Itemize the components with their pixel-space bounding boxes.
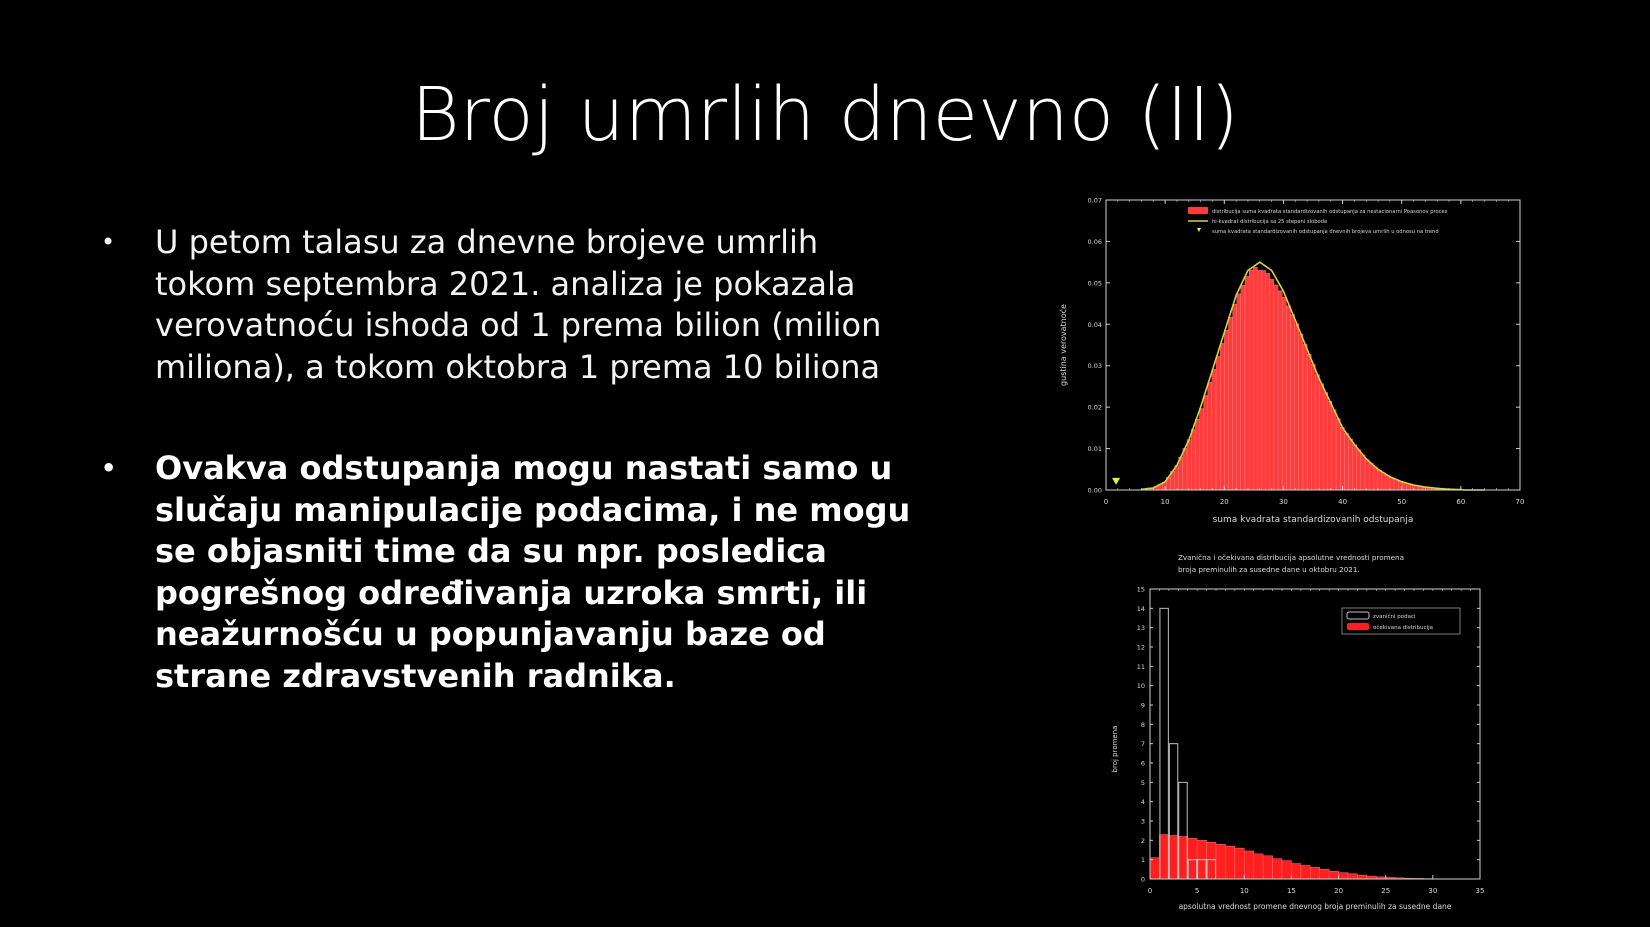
svg-text:hi-kvadrat distribucija sa 25: hi-kvadrat distribucija sa 25 stepeni slobode [1212,219,1327,225]
y-tick-label: 0.07 [1088,197,1102,205]
y-tick-label: 5 [1141,779,1145,787]
svg-text:očekivana distribucija: očekivana distribucija [1373,624,1433,631]
y-tick-label: 13 [1137,624,1145,632]
x-tick-label: 60 [1456,498,1465,506]
y-tick-label: 8 [1141,721,1145,729]
y-tick-label: 2 [1141,837,1145,845]
y-axis-label: gustina verovatnoće [1058,304,1068,386]
y-tick-label: 4 [1141,798,1145,806]
x-tick-label: 20 [1220,498,1229,506]
x-tick-label: 40 [1338,498,1347,506]
density-chart-canvas [1040,185,1540,530]
x-tick-label: 20 [1334,887,1343,895]
x-axis-label: apsolutna vrednost promene dnevnog broja preminulih za susedne dane [1179,902,1452,911]
y-tick-label: 14 [1137,605,1145,613]
histogram-bars [1141,267,1460,490]
x-tick-label: 5 [1195,887,1199,895]
chart-title: Zvanična i očekivana distribucija apsolutne vrednosti promena [1178,553,1404,562]
slide-title: Broj umrlih dnevno (II) [0,72,1650,158]
y-tick-label: 1 [1141,856,1145,864]
bullet-dot-icon: • [101,222,115,264]
x-tick-label: 30 [1428,887,1437,895]
y-tick-label: 7 [1141,740,1145,748]
x-tick-label: 10 [1240,887,1249,895]
histogram-chart-canvas [1100,548,1520,923]
expected-bars [1150,835,1480,879]
y-tick-label: 11 [1137,663,1145,671]
bullet-item [95,222,915,388]
chart-title: broja preminulih za susedne dane u oktobru 2021. [1178,565,1360,574]
y-tick-label: 0.05 [1088,279,1102,287]
x-tick-label: 10 [1161,498,1170,506]
y-tick-label: 0.01 [1088,445,1102,453]
chart-legend [1342,608,1460,634]
bullet-list [95,222,915,697]
x-tick-label: 0 [1104,498,1108,506]
y-tick-label: 12 [1137,644,1145,652]
y-tick-label: 3 [1141,818,1145,826]
bullet-text: U petom talasu za dnevne brojeve umrlih tokom septembra 2021. analiza je pokazala verovatnoću ishoda od 1 prema bilion (milion miliona), a tokom oktobra 1 prema 10 biliona [155,223,881,386]
x-tick-label: 35 [1476,887,1485,895]
x-tick-label: 50 [1397,498,1406,506]
x-tick-label: 15 [1287,887,1296,895]
y-tick-label: 0.02 [1088,404,1102,412]
y-tick-label: 0.03 [1088,362,1102,370]
svg-text:zvanični podaci: zvanični podaci [1373,613,1416,620]
observed-marker-icon [1112,478,1120,485]
y-tick-label: 9 [1141,702,1145,710]
bullet-text: Ovakva odstupanja mogu nastati samo u slučaju manipulacije podacima, i ne mogu se objasniti time da su npr. posledica pogrešnog određivanja uzroka smrti, ili neažurnošću u popunjavanju baze od strane zdravstvenih radnika. [155,449,910,695]
bullet-item [95,448,915,697]
y-tick-label: 0.06 [1088,238,1102,246]
y-tick-label: 0.04 [1088,321,1102,329]
x-tick-label: 0 [1148,887,1152,895]
x-tick-label: 25 [1381,887,1390,895]
x-tick-label: 70 [1516,498,1525,506]
y-axis-label: broj promena [1111,726,1119,773]
x-tick-label: 30 [1279,498,1288,506]
y-tick-label: 15 [1137,586,1145,594]
histogram-chart [1100,548,1520,923]
y-tick-label: 0 [1141,876,1145,884]
y-tick-label: 0.00 [1088,487,1102,495]
y-tick-label: 6 [1141,760,1145,768]
density-chart [1040,185,1540,530]
bullet-dot-icon: • [101,448,116,490]
chart-legend [1188,207,1448,235]
y-tick-label: 10 [1137,682,1145,690]
x-axis-label: suma kvadrata standardizovanih odstupanja [1213,515,1414,525]
svg-text:distribucija suma kvadrata sta: distribucija suma kvadrata standardizovanih odstupanja za nestacionarni Poasonov proces [1212,209,1448,215]
svg-text:suma kvadrata standardizovanih: suma kvadrata standardizovanih odstupanja dnevnih brojeva umrlih u odnosu na trend [1212,229,1439,235]
